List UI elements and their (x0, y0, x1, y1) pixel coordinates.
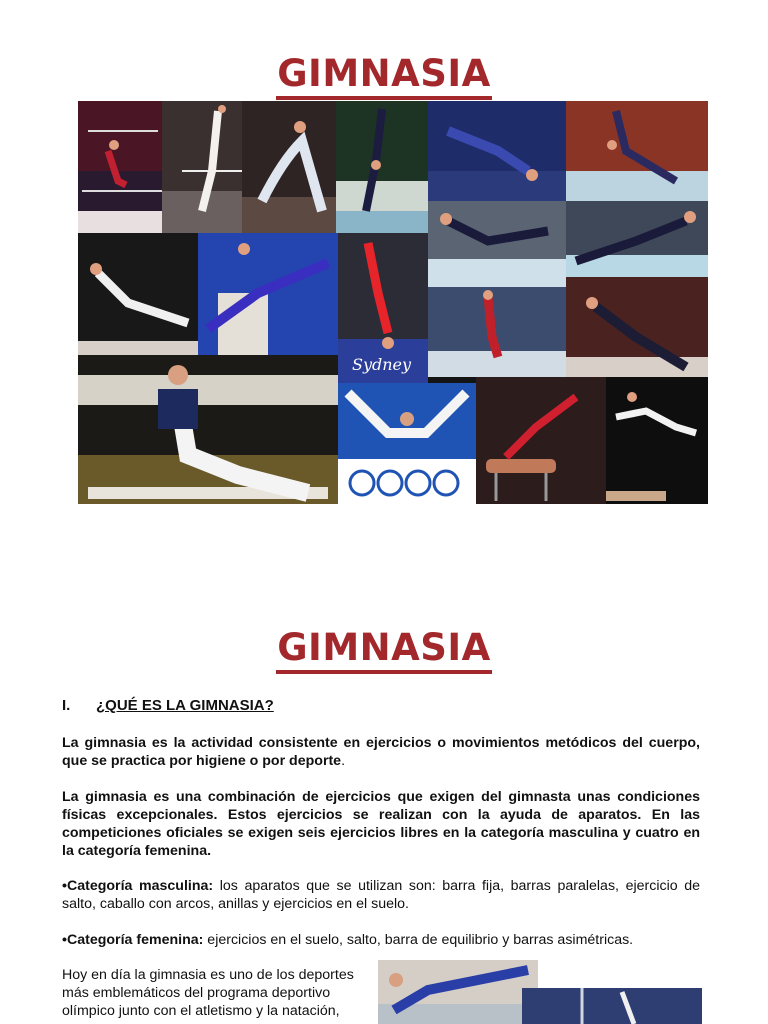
collage-photo-rings-green (336, 101, 428, 233)
section-heading (62, 697, 274, 714)
collage-photo-rings-olympic (338, 383, 476, 504)
paragraph-period: . (341, 753, 346, 769)
title-text: GIMNASIA (276, 626, 492, 674)
collage-photo-pommel-main (78, 355, 338, 504)
collage-photo-floor-press (566, 201, 708, 277)
paragraph-male-category (62, 877, 700, 913)
section-title: ¿QUÉ ES LA GIMNASIA? (96, 697, 274, 714)
collage-photo-arena (162, 101, 242, 233)
paragraph-female-category (62, 931, 700, 949)
photo-male-gymnast-floor (378, 960, 538, 1024)
collage-photo-sydney (338, 233, 428, 383)
collage-photo-floor-kick (428, 201, 566, 287)
page-title-main (0, 626, 768, 674)
collage-photo-floor-pose (566, 101, 708, 201)
paragraph-combination: La gimnasia es una combinación de ejercicios que exigen del gimnasta unas condiciones físicas excepcionales. Estos ejercicios se realizan con la ayuda de aparatos. En las competiciones oficiales se exigen seis ejercicios libres en la categoría masculina y cuatro en la categoría femenina. (62, 789, 700, 859)
category-text: ejercicios en el suelo, salto, barra de equilibrio y barras asimétricas. (203, 932, 634, 948)
collage-photo-vault (476, 377, 606, 504)
collage-photo-blue-leotard (428, 101, 566, 201)
page-title-top (0, 52, 768, 100)
section-number: I. (62, 697, 71, 714)
gymnastics-collage (78, 101, 708, 504)
collage-photo-white-leap (606, 377, 708, 504)
collage-photo-split-leap (198, 233, 338, 355)
category-label: •Categoría masculina: (62, 878, 214, 894)
paragraph-olympic: Hoy en día la gimnasia es uno de los deportes más emblemáticos del programa deportivo olímpico junto con el atletismo y la natación, (62, 967, 354, 1019)
paragraph-text: La gimnasia es la actividad consistente en ejercicios o movimientos metódicos del cuerpo, que se practica por higiene o por deporte (62, 735, 700, 769)
collage-photo-pommel-side (78, 233, 198, 355)
title-text: GIMNASIA (276, 52, 492, 100)
paragraph-definition (62, 734, 700, 770)
collage-photo-floor-red (428, 287, 566, 377)
collage-photo-beam (242, 101, 336, 233)
photo-female-gymnast-bars (522, 988, 702, 1024)
sydney-logo-text: Sydney (352, 355, 412, 374)
collage-photo-pommel-dark (566, 277, 708, 377)
collage-photo-uneven-bars (78, 101, 162, 233)
category-label: •Categoría femenina: (62, 932, 204, 948)
category-text: los aparatos que se utilizan son: barra fija, barras paralelas, ejercicio de salto, caballo con arcos, anillas y ejercicios en el suelo. (62, 878, 700, 912)
